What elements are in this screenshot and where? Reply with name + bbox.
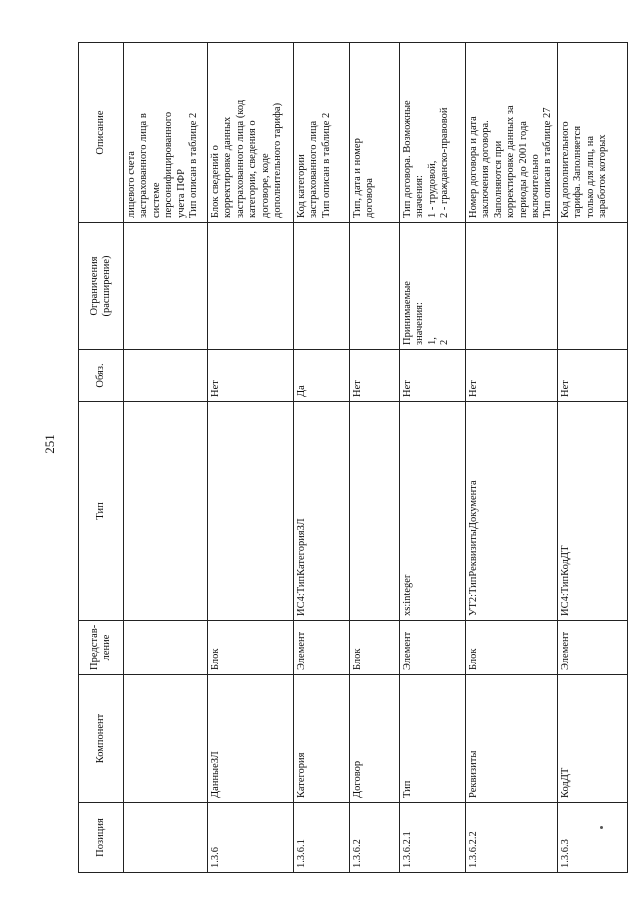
cell-description (466, 43, 558, 223)
cell-representation: Элемент (294, 621, 350, 675)
cell-representation: Блок (350, 621, 400, 675)
description-line: 1 - трудовой, (426, 160, 438, 218)
cell-type: ИС4:ТипКатегорияЗЛ (294, 402, 350, 621)
restrictions-line: 2 (439, 339, 451, 345)
description-line: Номер договора и дата (468, 116, 479, 218)
cell-description (558, 43, 628, 223)
description-line: значения: (414, 175, 426, 218)
description-line: Тип описан в таблице 2 (187, 112, 199, 218)
description-line: Заполняются при (492, 140, 504, 218)
header-restrictions: Ограничения (расширение) (79, 223, 124, 350)
description-line: Код категории (296, 154, 307, 218)
cell-position: 1.3.6.2 (350, 803, 400, 873)
table-row (294, 43, 350, 873)
description-line: дополнительного тарифа) (271, 102, 283, 218)
cell-description (294, 43, 350, 223)
cell-component: КодДТ (558, 675, 628, 803)
table-row (350, 43, 400, 873)
cell-type (208, 402, 294, 621)
table-row (558, 43, 628, 873)
description-line: корректировке данных (222, 116, 234, 218)
cell-representation: Блок (208, 621, 294, 675)
description-line: договоре, коде (259, 153, 271, 218)
cell-description (350, 43, 400, 223)
cell-type: ИС4:ТипКодДТ (558, 402, 628, 621)
cell-restrictions (350, 223, 400, 350)
cell-required: Нет (466, 350, 558, 402)
description-line: Блок сведений о (210, 145, 221, 218)
page-number: 251 (42, 434, 57, 454)
description-line: тарифа. Заполняется (572, 125, 584, 218)
description-line: периоды до 2001 года (517, 121, 529, 218)
cell-representation (124, 621, 208, 675)
description-line: только для лиц, на (584, 135, 596, 218)
table-row (208, 43, 294, 873)
description-line: лицевого счета (126, 151, 137, 218)
table-row (400, 43, 466, 873)
description-line: персонифицированного (163, 111, 175, 218)
cell-required: Нет (400, 350, 466, 402)
restrictions-line: Принимаемые (402, 281, 413, 345)
cell-required (124, 350, 208, 402)
cell-type: УТ2:ТипРеквизитыДокумента (466, 402, 558, 621)
cell-representation: Элемент (558, 621, 628, 675)
description-line: 2 - гражданско-правовой (439, 107, 451, 218)
cell-type (350, 402, 400, 621)
cell-position: 1.3.6.3 (558, 803, 628, 873)
cell-required: Нет (350, 350, 400, 402)
description-line: категории, сведения о (247, 120, 259, 218)
description-line: заработок которых (597, 134, 609, 218)
cell-description (208, 43, 294, 223)
cell-restrictions (466, 223, 558, 350)
cell-restrictions (558, 223, 628, 350)
cell-restrictions (294, 223, 350, 350)
restrictions-line: значения: (414, 302, 426, 345)
description-line: Тип договора. Возможные (402, 100, 413, 218)
cell-restrictions (400, 223, 466, 350)
cell-type (124, 402, 208, 621)
cell-restrictions (208, 223, 294, 350)
header-position: Позиция (79, 803, 124, 873)
restrictions-line: 1, (426, 337, 438, 345)
description-line: застрахованного лица (код (234, 99, 246, 218)
cell-description (400, 43, 466, 223)
description-line: договора (364, 178, 376, 218)
description-line: включительно (529, 154, 541, 218)
scan-speck (600, 826, 603, 829)
cell-position: 1.3.6.2.1 (400, 803, 466, 873)
cell-component (124, 675, 208, 803)
header-required: Обяз. (79, 350, 124, 402)
description-line: корректировке данных за (505, 105, 517, 218)
header-representation: Представ-ление (79, 621, 124, 675)
header-component: Компонент (79, 675, 124, 803)
specification-table (78, 42, 628, 873)
document-table-container (78, 43, 609, 873)
cell-representation: Элемент (400, 621, 466, 675)
cell-required: Нет (208, 350, 294, 402)
cell-position: 1.3.6 (208, 803, 294, 873)
cell-position (124, 803, 208, 873)
cell-required: Да (294, 350, 350, 402)
cell-position: 1.3.6.2.2 (466, 803, 558, 873)
description-line: системе (150, 182, 162, 218)
description-line: застрахованного лица в (138, 113, 150, 218)
description-line: Тип описан в таблице 27 (542, 107, 554, 218)
cell-description (124, 43, 208, 223)
cell-component: Категория (294, 675, 350, 803)
table-body (124, 43, 628, 873)
cell-representation: Блок (466, 621, 558, 675)
cell-component: Тип (400, 675, 466, 803)
cell-component: Реквизиты (466, 675, 558, 803)
description-line: Тип описан в таблице 2 (320, 112, 332, 218)
description-line: застрахованного лица (308, 120, 320, 218)
cell-component: Договор (350, 675, 400, 803)
cell-component: ДанныеЗЛ (208, 675, 294, 803)
table-row (124, 43, 208, 873)
description-line: заключения договора. (480, 120, 492, 218)
cell-required: Нет (558, 350, 628, 402)
description-line: Код дополнительного (560, 121, 571, 218)
table-row (466, 43, 558, 873)
header-description: Описание (79, 43, 124, 223)
header-type: Тип (79, 402, 124, 621)
description-line: Тип, дата и номер (352, 138, 363, 218)
cell-position: 1.3.6.1 (294, 803, 350, 873)
table-header-row (79, 43, 124, 873)
description-line: учета ПФР (175, 169, 187, 218)
cell-restrictions (124, 223, 208, 350)
cell-type: xs:integer (400, 402, 466, 621)
